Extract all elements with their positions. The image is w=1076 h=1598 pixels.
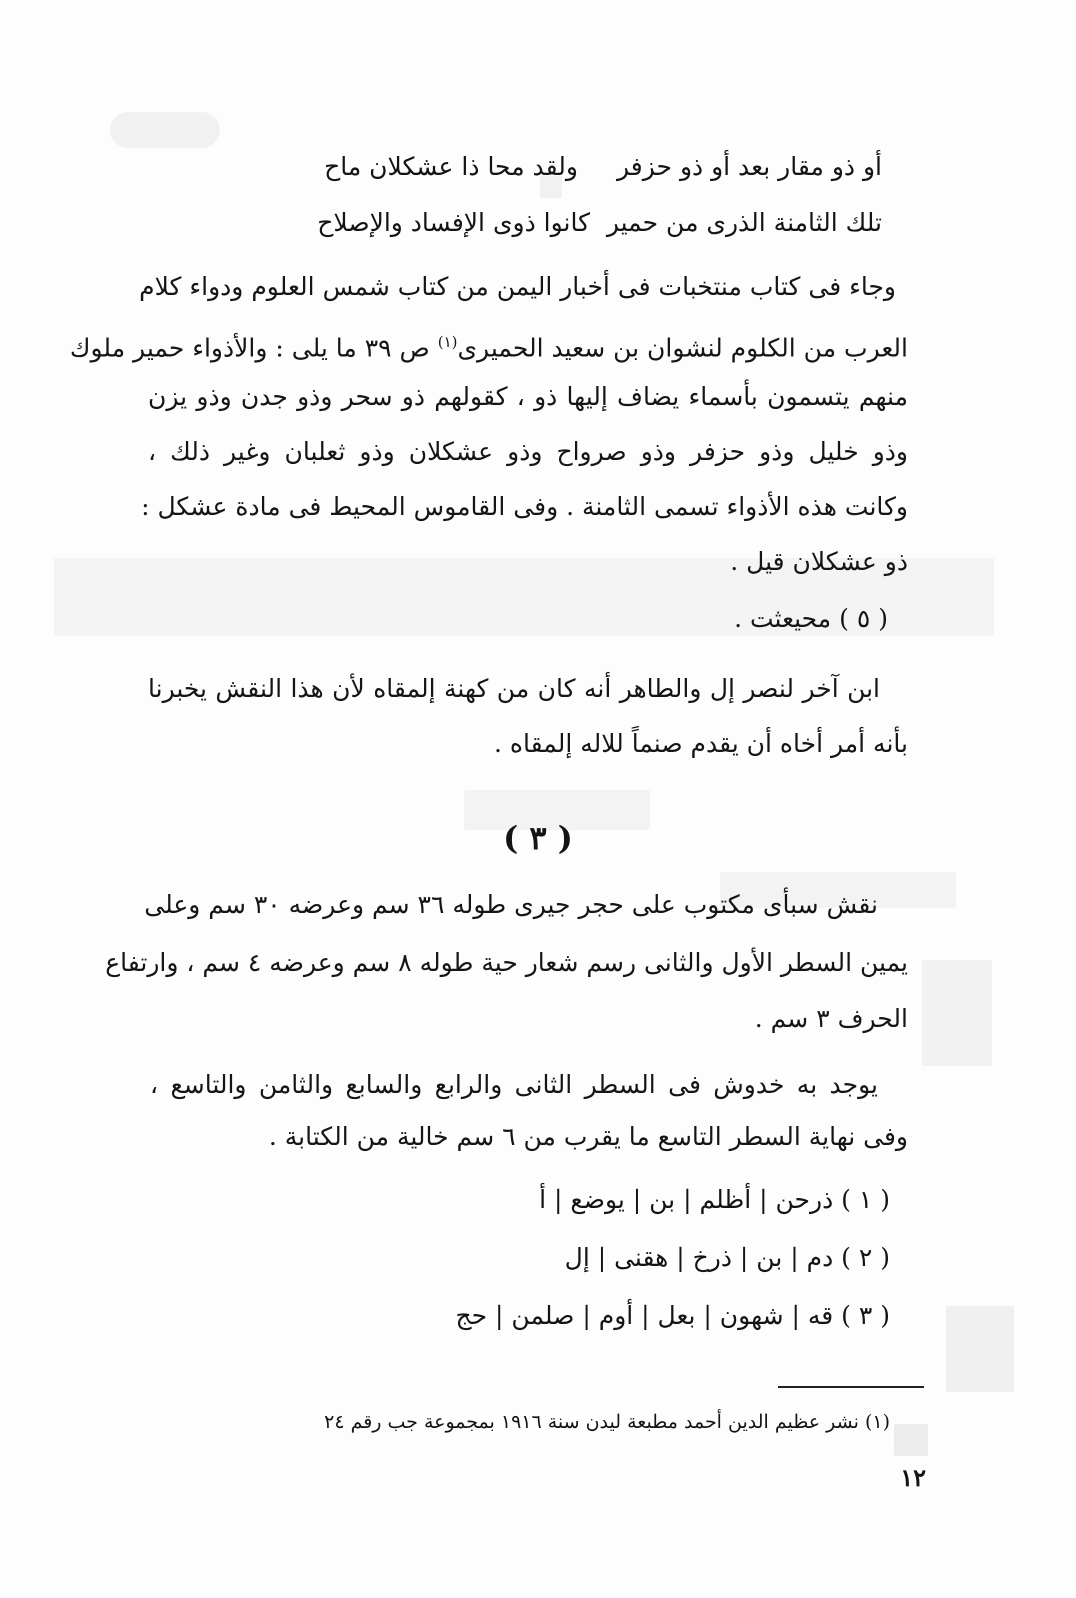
footnote-separator (778, 1386, 924, 1388)
paragraph-line: ابن آخر لنصر إل والطاهر أنه كان من كهنة إلمقاه لأن هذا النقش يخبرنا (148, 674, 881, 703)
scan-smudge (110, 112, 220, 148)
paragraph-line: وكانت هذه الأذواء تسمى الثامنة . وفى القاموس المحيط فى مادة عشكل : (141, 492, 908, 521)
section-heading: ( ٣ ) (503, 819, 573, 857)
paragraph-text: ص ٣٩ ما يلى : والأذواء حمير ملوك (69, 333, 430, 363)
scan-smudge (922, 960, 992, 1066)
inscription-line-1: ( ١ ) ذرحن | أظلم | بن | يوضع | أ (539, 1185, 890, 1214)
inscription-line-3: ( ٣ ) قه | شهون | بعل | أوم | صلمن | حج (455, 1301, 890, 1330)
paragraph-line: ذو عشكلان قيل . (730, 547, 908, 576)
poem-line-1-left: ولقد محا ذا عشكلان ماح (324, 152, 578, 181)
footnote: (١) نشر عظيم الدين أحمد مطبعة ليدن سنة ١٩١٦ بمجموعة جب رقم ٢٤ (324, 1411, 890, 1433)
poem-line-2-left: كانوا ذوى الإفساد والإصلاح (317, 208, 590, 237)
poem-line-2-right: تلك الثامنة الذرى من حمير (606, 208, 882, 237)
paragraph-line (69, 325, 908, 365)
paragraph-line: يوجد به خدوش فى السطر الثانى والرابع والسابع والثامن والتاسع ، (150, 1070, 878, 1099)
paragraph-text: العرب من الكلوم لنشوان بن سعيد الحميرى (457, 333, 908, 363)
paragraph-line: وفى نهاية السطر التاسع ما يقرب من ٦ سم خالية من الكتابة . (268, 1122, 908, 1151)
numbered-item: ( ٥ ) محيعثت . (734, 604, 888, 633)
paragraph-line: وجاء فى كتاب منتخبات فى أخبار اليمن من كتاب شمس العلوم ودواء كلام (139, 272, 896, 301)
poem-line-1-right: أو ذو مقار بعد أو ذو حزفر (617, 152, 882, 181)
paragraph-line: منهم يتسمون بأسماء يضاف إليها ذو ، كقولهم ذو سحر وذو جدن وذو يزن (148, 382, 908, 411)
paragraph-line: وذو خليل وذو حزفر وذو صرواح وذو عشكلان وذو ثعلبان وغير ذلك ، (148, 437, 908, 466)
scan-smudge (894, 1424, 928, 1456)
paragraph-line: نقش سبأى مكتوب على حجر جيرى طوله ٣٦ سم وعرضه ٣٠ سم وعلى (144, 890, 878, 919)
page-number: ١٢ (900, 1463, 926, 1492)
footnote-reference: (١) (437, 333, 458, 351)
paragraph-line: يمين السطر الأول والثانى رسم شعار حية طوله ٨ سم وعرضه ٤ سم ، وارتفاع (105, 948, 908, 977)
paragraph-line: الحرف ٣ سم . (754, 1004, 908, 1033)
paragraph-line: بأنه أمر أخاه أن يقدم صنماً للاله إلمقاه . (494, 729, 908, 758)
inscription-line-2: ( ٢ ) دم | بن | ذرخ | هقنى | إل (564, 1243, 890, 1272)
scan-smudge (946, 1306, 1014, 1392)
